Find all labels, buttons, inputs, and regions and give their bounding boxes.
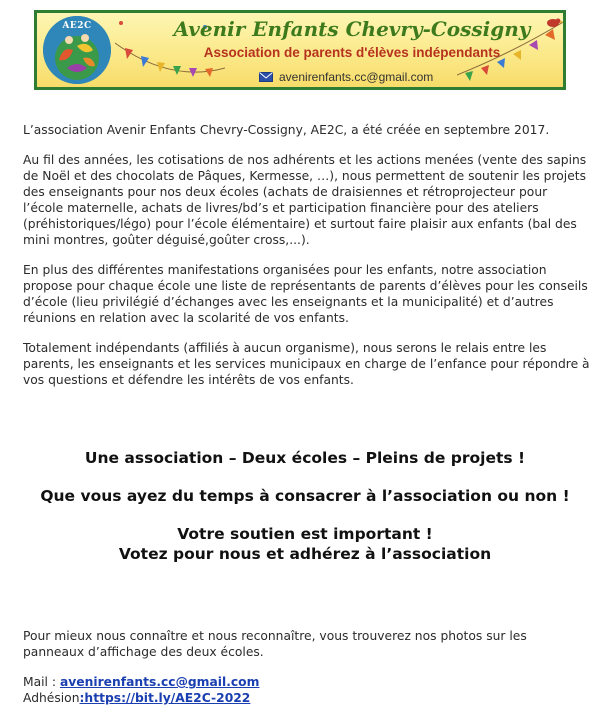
banner-email: avenirenfants.cc@gmail.com <box>279 70 434 84</box>
logo-text: AE2C <box>62 21 92 31</box>
paragraph-representatives: En plus des différentes manifestations organisées pour les enfants, notre association propose pour chaque école une liste de représentants de parents d’élèves pour les conseils d’école (lieu privilégié d’échanges avec les enseignants et la municipalité) et d’autres réunions en relation avec la scolarité de vos enfants. <box>23 263 588 325</box>
banner-email-row <box>259 70 433 84</box>
adhesion-line <box>23 690 591 706</box>
mail-link[interactable]: avenirenfants.cc@gmail.com <box>59 675 260 689</box>
slogan-one-association: Une association – Deux écoles – Pleins de projets ! <box>84 449 526 467</box>
ae2c-logo <box>43 16 111 84</box>
mail-line <box>23 674 591 690</box>
intro-text <box>23 122 591 402</box>
slogans <box>0 448 610 564</box>
banner-subtitle: Association de parents d'élèves indépendants <box>203 45 501 60</box>
slogan-vote: Votez pour nous et adhérez à l’association <box>118 545 492 563</box>
adhesion-link[interactable]: :https://bit.ly/AE2C-2022 <box>79 691 251 705</box>
paragraph-founding: L’association Avenir Enfants Chevry-Cossigny, AE2C, a été créée en septembre 2017. <box>23 123 550 137</box>
mail-label: Mail : <box>23 675 60 689</box>
header-banner <box>34 10 566 90</box>
footer-intro: Pour mieux nous connaître et nous reconnaître, vous trouverez nos photos sur les panneaux d’affichage des deux écoles. <box>23 629 527 659</box>
paragraph-actions: Au fil des années, les cotisations de nos adhérents et les actions menées (vente des sapins de Noël et des chocolats de Pâques, Kermesse, …), nous permettent de soutenir les projets des enseignants pour nos deux écoles (achats de draisiennes et rétroprojecteur pour l’école maternelle, achats de livres/bd’s et participation financière pour des ateliers (préhistoriques/légo) pour l’école élémentaire) et surtout faire plaisir aux enfants (bal des mini montres, goûter déguisé,goûter cross,...). <box>23 153 587 247</box>
mail-icon <box>259 72 273 82</box>
paragraph-independence: Totalement indépendants (affiliés à aucun organisme), nous serons le relais entre les parents, les enseignants et les services municipaux en charge de l’enfance pour répondre à vos questions et défendre les intérêts de vos enfants. <box>23 341 590 387</box>
contact-footer <box>23 628 591 706</box>
slogan-support: Votre soutien est important ! <box>177 525 433 543</box>
slogan-time: Que vous ayez du temps à consacrer à l’association ou non ! <box>40 487 570 505</box>
adhesion-label: Adhésion <box>23 691 80 705</box>
banner-title: Avenir Enfants Chevry-Cossigny <box>173 17 531 41</box>
